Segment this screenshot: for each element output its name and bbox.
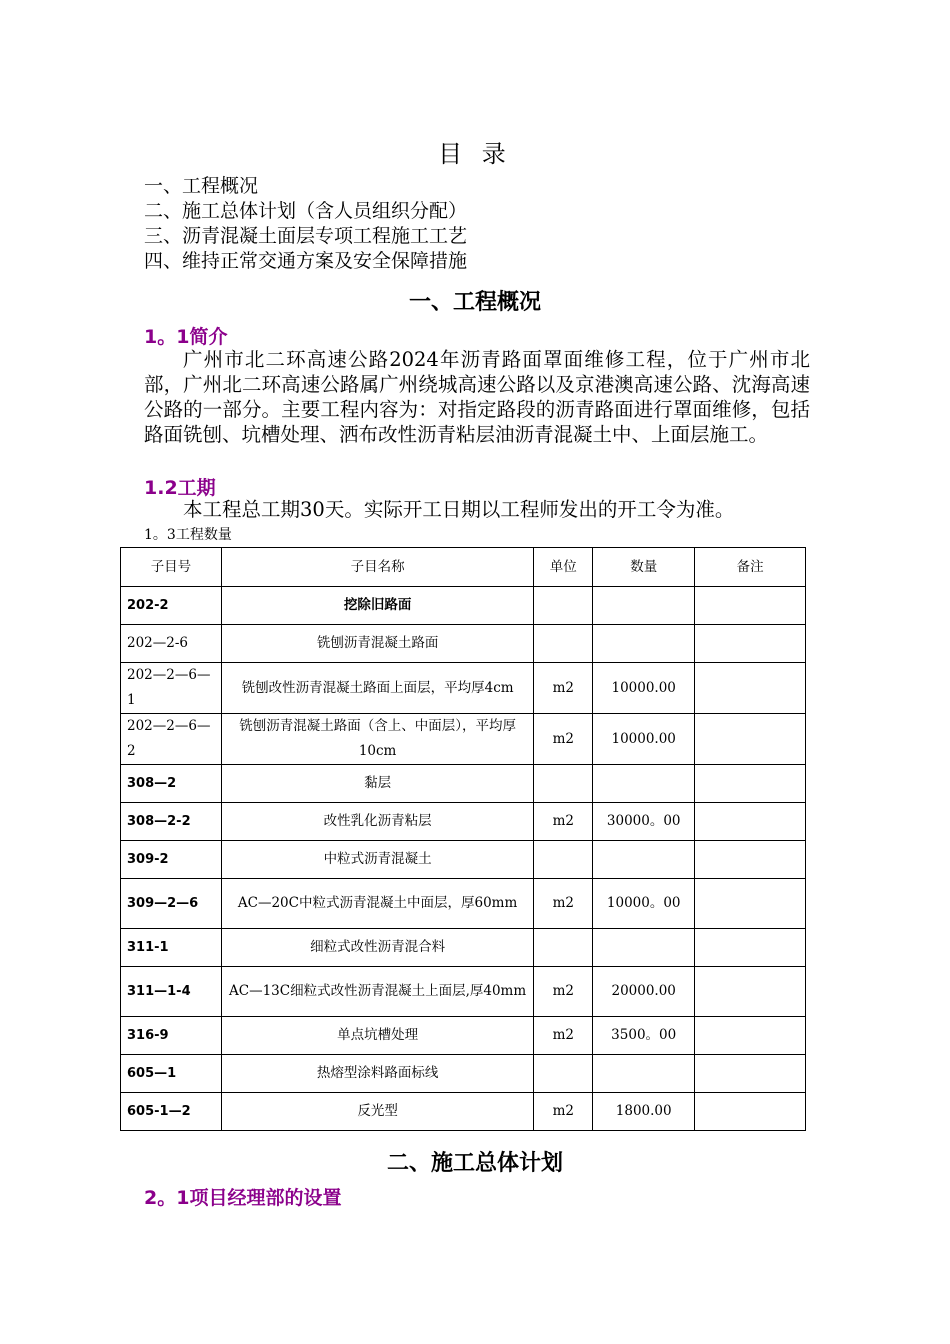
cell-code: 309-2	[121, 841, 222, 879]
cell-name: 铣刨沥青混凝土路面	[221, 625, 533, 663]
cell-note	[695, 587, 806, 625]
cell-note	[695, 663, 806, 714]
cell-unit: m2	[534, 1017, 593, 1055]
cell-unit	[534, 929, 593, 967]
intro-paragraph: 广州市北二环高速公路2024年沥青路面罩面维修工程，位于广州市北部，广州北二环高速公路属广州绕城高速公路以及京港澳高速公路、沈海高速公路的一部分。主要工程内容为：对指定路段的沥青路面进行罩面维修，包括路面铣刨、坑槽处理、洒布改性沥青粘层油沥青混凝土中、上面层施工。	[144, 348, 810, 446]
toc-item[interactable]: 四、维持正常交通方案及安全保障措施	[144, 250, 468, 272]
cell-unit: m2	[534, 967, 593, 1017]
cell-unit	[534, 1055, 593, 1093]
cell-note	[695, 1017, 806, 1055]
cell-note	[695, 765, 806, 803]
header-name: 子目名称	[221, 548, 533, 587]
section-1-heading: 一、工程概况	[408, 290, 541, 315]
cell-code: 311-1	[121, 929, 222, 967]
cell-code: 309—2—6	[121, 879, 222, 929]
table-of-contents	[144, 174, 467, 274]
header-note: 备注	[695, 548, 806, 587]
cell-quantity: 10000。00	[593, 879, 695, 929]
subsection-2-1-title: 2。1项目经理部的设置	[144, 1187, 342, 1209]
cell-name: 单点坑槽处理	[221, 1017, 533, 1055]
table-row	[121, 714, 806, 765]
cell-name: 黏层	[221, 765, 533, 803]
quantity-table	[120, 547, 806, 1131]
subsection-1-1-title: 1。1简介	[144, 326, 228, 348]
cell-name: AC—13C细粒式改性沥青混凝土上面层,厚40mm	[221, 967, 533, 1017]
cell-note	[695, 967, 806, 1017]
cell-unit: m2	[534, 803, 593, 841]
cell-name: 挖除旧路面	[221, 587, 533, 625]
table-row	[121, 803, 806, 841]
header-code: 子目号	[121, 548, 222, 587]
cell-name: AC—20C中粒式沥青混凝土中面层，厚60mm	[221, 879, 533, 929]
cell-code: 202—2-6	[121, 625, 222, 663]
cell-quantity	[593, 765, 695, 803]
cell-note	[695, 803, 806, 841]
table-row	[121, 587, 806, 625]
cell-name: 铣刨改性沥青混凝土路面上面层，平均厚4cm	[221, 663, 533, 714]
cell-note	[695, 1055, 806, 1093]
cell-name: 反光型	[221, 1093, 533, 1131]
toc-item[interactable]: 二、施工总体计划（含人员组织分配）	[144, 200, 468, 222]
cell-unit: m2	[534, 1093, 593, 1131]
subsection-1-3-title: 1。3工程数量	[144, 527, 232, 543]
table-row	[121, 765, 806, 803]
table-row	[121, 1017, 806, 1055]
cell-note	[695, 879, 806, 929]
cell-name: 热熔型涂料路面标线	[221, 1055, 533, 1093]
cell-code: 308—2-2	[121, 803, 222, 841]
section-2-heading: 二、施工总体计划	[386, 1151, 563, 1176]
cell-quantity: 30000。00	[593, 803, 695, 841]
cell-quantity: 10000.00	[593, 663, 695, 714]
table-row	[121, 663, 806, 714]
cell-name: 改性乳化沥青粘层	[221, 803, 533, 841]
cell-unit: m2	[534, 879, 593, 929]
table-row	[121, 841, 806, 879]
cell-code: 311—1-4	[121, 967, 222, 1017]
cell-quantity	[593, 1055, 695, 1093]
cell-quantity	[593, 841, 695, 879]
cell-code: 202—2—6—2	[121, 714, 222, 765]
table-row	[121, 929, 806, 967]
cell-name: 铣刨沥青混凝土路面（含上、中面层），平均厚10cm	[221, 714, 533, 765]
cell-note	[695, 625, 806, 663]
cell-unit	[534, 587, 593, 625]
cell-unit	[534, 625, 593, 663]
cell-code: 202-2	[121, 587, 222, 625]
subsection-1-2-title: 1.2工期	[144, 477, 216, 499]
cell-unit	[534, 841, 593, 879]
schedule-paragraph: 本工程总工期30天。实际开工日期以工程师发出的开工令为准。	[183, 498, 735, 521]
cell-note	[695, 929, 806, 967]
cell-quantity	[593, 625, 695, 663]
cell-unit	[534, 765, 593, 803]
cell-quantity: 20000.00	[593, 967, 695, 1017]
cell-note	[695, 714, 806, 765]
toc-item[interactable]: 三、沥青混凝土面层专项工程施工工艺	[144, 225, 468, 247]
cell-code: 605-1—2	[121, 1093, 222, 1131]
table-row	[121, 1055, 806, 1093]
cell-name: 细粒式改性沥青混合料	[221, 929, 533, 967]
cell-code: 308—2	[121, 765, 222, 803]
header-unit: 单位	[534, 548, 593, 587]
toc-item[interactable]: 一、工程概况	[144, 175, 259, 197]
subsection-1-1-text	[144, 347, 810, 447]
cell-quantity: 3500。00	[593, 1017, 695, 1055]
cell-code: 202—2—6—1	[121, 663, 222, 714]
table-row	[121, 967, 806, 1017]
table-row	[121, 1093, 806, 1131]
cell-code: 316-9	[121, 1017, 222, 1055]
subsection-1-2-text	[144, 497, 824, 522]
table-header-row	[121, 548, 806, 587]
cell-unit: m2	[534, 663, 593, 714]
cell-unit: m2	[534, 714, 593, 765]
cell-quantity	[593, 929, 695, 967]
cell-note	[695, 1093, 806, 1131]
cell-quantity	[593, 587, 695, 625]
cell-code: 605—1	[121, 1055, 222, 1093]
table-row	[121, 879, 806, 929]
cell-name: 中粒式沥青混凝土	[221, 841, 533, 879]
table-row	[121, 625, 806, 663]
cell-quantity: 1800.00	[593, 1093, 695, 1131]
header-quantity: 数量	[593, 548, 695, 587]
cell-quantity: 10000.00	[593, 714, 695, 765]
toc-title: 目 录	[438, 140, 512, 168]
cell-note	[695, 841, 806, 879]
